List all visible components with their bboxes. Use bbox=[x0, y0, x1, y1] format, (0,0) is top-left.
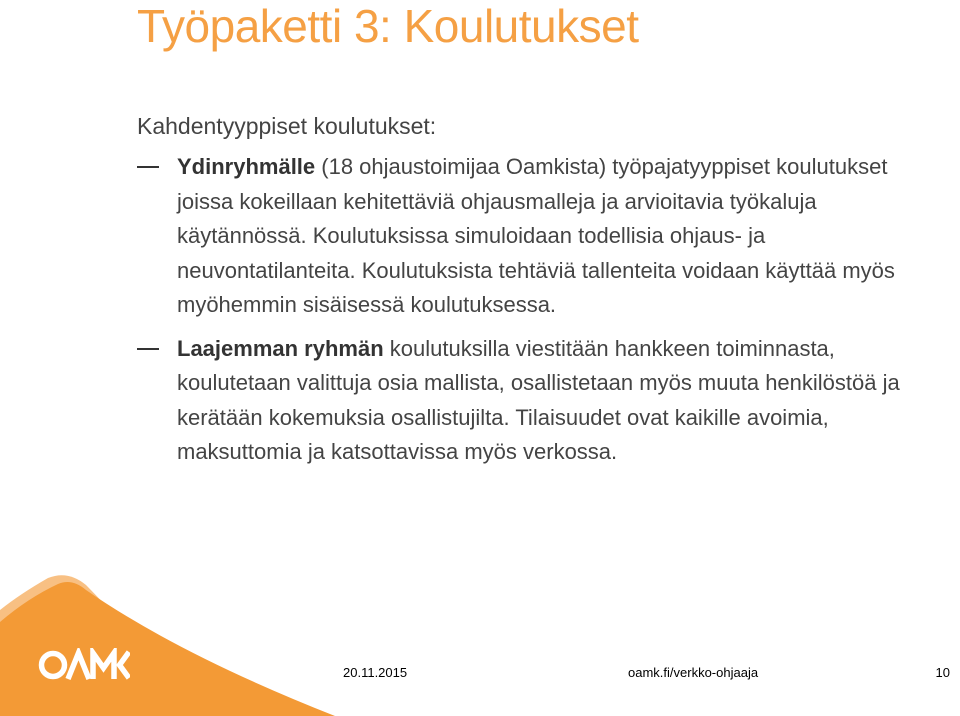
bullet-body-text: koulutuksilla viestitään hankkeen toiminnasta, koulutetaan valittuja osia mallista, osallistetaan myös muuta henkilöstöä ja kerätään kokemuksia osallistujilta. Tilaisuudet ovat kaikille avoimia, maksuttomia ja katsottavissa myös verkossa. bbox=[177, 335, 900, 464]
bullet-wider-group bbox=[137, 332, 947, 470]
oamk-logo bbox=[38, 648, 130, 682]
slide-title: Työpaketti 3: Koulutukset bbox=[137, 0, 639, 52]
dash-bullet-icon bbox=[137, 166, 159, 168]
footer-date: 20.11.2015 bbox=[343, 665, 408, 680]
bullet-core-group bbox=[137, 150, 947, 323]
dash-bullet-icon bbox=[137, 348, 159, 350]
bullet-list bbox=[137, 150, 947, 470]
bullet-lead-text: Ydinryhmälle bbox=[177, 154, 316, 179]
bullet-body-text: (18 ohjaustoimijaa Oamkista) työpajatyyppiset koulutukset joissa kokeillaan kehitettäviä ohjausmalleja ja arvioitavia työkaluja käytännössä. Koulutuksissa simuloidaan todellisia ohjaus- ja neuvontatilanteita. Koulutuksista tehtäviä tallenteita voidaan käyttää myös myöhemmin sisäisessä koulutuksessa. bbox=[177, 154, 895, 317]
footer-page-number: 10 bbox=[935, 665, 950, 680]
bullet-lead-text: Laajemman ryhmän bbox=[177, 335, 384, 361]
footer-url: oamk.fi/verkko-ohjaaja bbox=[628, 665, 759, 680]
intro-text: Kahdentyyppiset koulutukset: bbox=[137, 113, 437, 139]
